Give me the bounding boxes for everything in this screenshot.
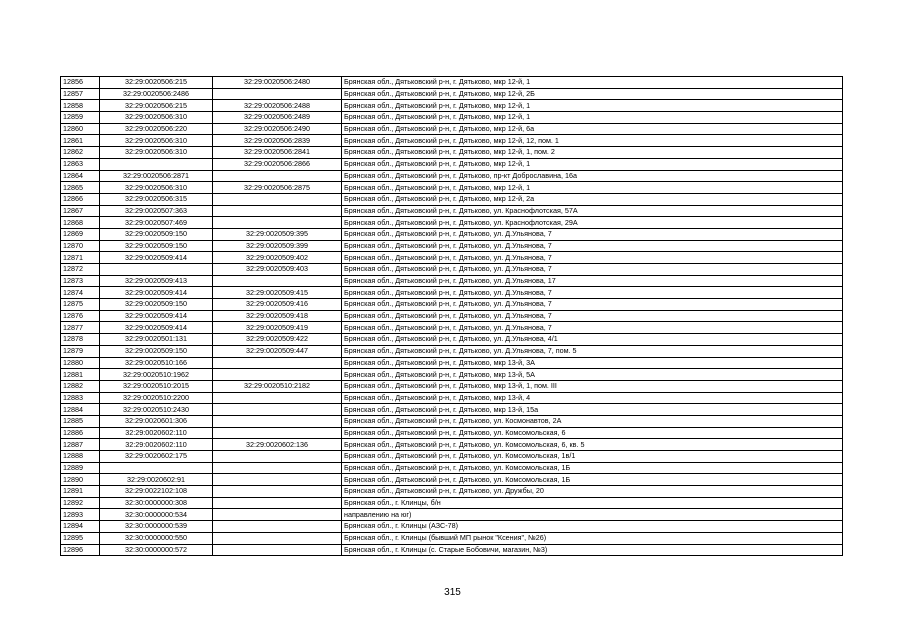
table-row: [61, 228, 843, 240]
object-cadastral-number-cell: 32:29:0020506:2866: [213, 158, 342, 170]
address-cell: Брянская обл., Дятьковский р-н, г. Дятьково, мкр 12-й, 2Б: [342, 88, 843, 100]
row-number-cell: 12880: [61, 357, 100, 369]
table-row: [61, 123, 843, 135]
address-cell: Брянская обл., Дятьковский р-н, г. Дятьково, пр-кт Доброславина, 16а: [342, 170, 843, 182]
address-cell: Брянская обл., г. Клинцы (бывший МП рынок "Ксения", №26): [342, 532, 843, 544]
object-cadastral-number-cell: 32:29:0020509:402: [213, 252, 342, 264]
cadastral-number-cell: 32:29:0020601:306: [100, 415, 213, 427]
object-cadastral-number-cell: [213, 404, 342, 416]
cadastral-number-cell: 32:29:0020509:414: [100, 310, 213, 322]
table-row: [61, 392, 843, 404]
address-cell: Брянская обл., Дятьковский р-н, г. Дятьково, ул. Комсомольская, 1Б: [342, 474, 843, 486]
address-cell: Брянская обл., Дятьковский р-н, г. Дятьково, мкр 13-й, 4: [342, 392, 843, 404]
cadastral-number-cell: 32:29:0020501:131: [100, 334, 213, 346]
row-number-cell: 12875: [61, 299, 100, 311]
table-row: [61, 112, 843, 124]
row-number-cell: 12895: [61, 532, 100, 544]
table-row: [61, 205, 843, 217]
row-number-cell: 12878: [61, 334, 100, 346]
object-cadastral-number-cell: [213, 532, 342, 544]
address-cell: Брянская обл., г. Клинцы, б/н: [342, 497, 843, 509]
row-number-cell: 12888: [61, 451, 100, 463]
object-cadastral-number-cell: 32:29:0020506:2841: [213, 147, 342, 159]
cadastral-number-cell: 32:29:0020506:2871: [100, 170, 213, 182]
object-cadastral-number-cell: [213, 392, 342, 404]
object-cadastral-number-cell: 32:29:0020506:2480: [213, 77, 342, 89]
table-row: [61, 182, 843, 194]
object-cadastral-number-cell: 32:29:0020509:419: [213, 322, 342, 334]
object-cadastral-number-cell: 32:29:0020506:2839: [213, 135, 342, 147]
row-number-cell: 12866: [61, 193, 100, 205]
cadastral-number-cell: 32:29:0020510:1962: [100, 369, 213, 381]
object-cadastral-number-cell: [213, 415, 342, 427]
row-number-cell: 12881: [61, 369, 100, 381]
address-cell: Брянская обл., Дятьковский р-н, г. Дятьково, ул. Комсомольская, 6, кв. 5: [342, 439, 843, 451]
table-row: [61, 451, 843, 463]
row-number-cell: 12861: [61, 135, 100, 147]
table-row: [61, 310, 843, 322]
row-number-cell: 12858: [61, 100, 100, 112]
table-row: [61, 100, 843, 112]
table-row: [61, 380, 843, 392]
address-cell: Брянская обл., Дятьковский р-н, г. Дятьково, ул. Комсомольская, 1Б: [342, 462, 843, 474]
object-cadastral-number-cell: 32:29:0020509:447: [213, 345, 342, 357]
table-row: [61, 439, 843, 451]
object-cadastral-number-cell: 32:29:0020602:136: [213, 439, 342, 451]
table-row: [61, 462, 843, 474]
row-number-cell: 12879: [61, 345, 100, 357]
row-number-cell: 12896: [61, 544, 100, 556]
address-cell: Брянская обл., Дятьковский р-н, г. Дятьково, ул. Д.Ульянова, 7: [342, 252, 843, 264]
object-cadastral-number-cell: 32:29:0020506:2488: [213, 100, 342, 112]
row-number-cell: 12869: [61, 228, 100, 240]
table-row: [61, 158, 843, 170]
address-cell: Брянская обл., Дятьковский р-н, г. Дятьково, ул. Д.Ульянова, 4/1: [342, 334, 843, 346]
table-row: [61, 252, 843, 264]
object-cadastral-number-cell: [213, 88, 342, 100]
address-cell: Брянская обл., Дятьковский р-н, г. Дятьково, ул. Космонавтов, 2А: [342, 415, 843, 427]
address-cell: Брянская обл., Дятьковский р-н, г. Дятьково, мкр 13-й, 5А: [342, 369, 843, 381]
address-cell: Брянская обл., Дятьковский р-н, г. Дятьково, ул. Краснофлотская, 29А: [342, 217, 843, 229]
address-cell: направлению на юг): [342, 509, 843, 521]
object-cadastral-number-cell: [213, 357, 342, 369]
cadastral-number-cell: 32:29:0020509:150: [100, 345, 213, 357]
row-number-cell: 12891: [61, 486, 100, 498]
object-cadastral-number-cell: [213, 486, 342, 498]
cadastral-number-cell: 32:29:0020509:150: [100, 240, 213, 252]
cadastral-number-cell: 32:29:0020602:110: [100, 427, 213, 439]
row-number-cell: 12863: [61, 158, 100, 170]
object-cadastral-number-cell: 32:29:0020506:2490: [213, 123, 342, 135]
cadastral-number-cell: 32:30:0000000:308: [100, 497, 213, 509]
row-number-cell: 12877: [61, 322, 100, 334]
row-number-cell: 12890: [61, 474, 100, 486]
table-row: [61, 415, 843, 427]
cadastral-number-cell: 32:29:0020510:2430: [100, 404, 213, 416]
address-cell: Брянская обл., Дятьковский р-н, г. Дятьково, мкр 12-й, 1: [342, 182, 843, 194]
row-number-cell: 12870: [61, 240, 100, 252]
cadastral-number-cell: 32:29:0020510:2200: [100, 392, 213, 404]
cadastral-number-cell: 32:29:0020507:469: [100, 217, 213, 229]
object-cadastral-number-cell: 32:29:0020506:2489: [213, 112, 342, 124]
address-cell: Брянская обл., Дятьковский р-н, г. Дятьково, ул. Д.Ульянова, 7: [342, 310, 843, 322]
row-number-cell: 12883: [61, 392, 100, 404]
table-row: [61, 497, 843, 509]
cadastral-number-cell: 32:29:0020506:220: [100, 123, 213, 135]
cadastral-number-cell: 32:29:0020506:310: [100, 112, 213, 124]
object-cadastral-number-cell: 32:29:0020506:2875: [213, 182, 342, 194]
address-cell: Брянская обл., Дятьковский р-н, г. Дятьково, мкр 12-й, 12, пом. 1: [342, 135, 843, 147]
object-cadastral-number-cell: [213, 275, 342, 287]
table-row: [61, 77, 843, 89]
table-row: [61, 521, 843, 533]
address-cell: Брянская обл., Дятьковский р-н, г. Дятьково, мкр 12-й, 2а: [342, 193, 843, 205]
cadastral-number-cell: 32:29:0020506:215: [100, 77, 213, 89]
cadastral-number-cell: 32:29:0020510:2015: [100, 380, 213, 392]
address-cell: Брянская обл., Дятьковский р-н, г. Дятьково, ул. Д.Ульянова, 7: [342, 322, 843, 334]
cadastral-number-cell: 32:29:0020510:166: [100, 357, 213, 369]
object-cadastral-number-cell: [213, 170, 342, 182]
cadastral-number-cell: 32:29:0020506:315: [100, 193, 213, 205]
row-number-cell: 12893: [61, 509, 100, 521]
table-row: [61, 486, 843, 498]
object-cadastral-number-cell: [213, 451, 342, 463]
row-number-cell: 12885: [61, 415, 100, 427]
row-number-cell: 12856: [61, 77, 100, 89]
object-cadastral-number-cell: 32:29:0020509:395: [213, 228, 342, 240]
cadastral-number-cell: 32:29:0020506:310: [100, 182, 213, 194]
row-number-cell: 12892: [61, 497, 100, 509]
row-number-cell: 12860: [61, 123, 100, 135]
table-row: [61, 275, 843, 287]
row-number-cell: 12873: [61, 275, 100, 287]
object-cadastral-number-cell: [213, 427, 342, 439]
cadastral-number-cell: 32:29:0020509:414: [100, 322, 213, 334]
address-cell: Брянская обл., Дятьковский р-н, г. Дятьково, мкр 12-й, 6а: [342, 123, 843, 135]
table-row: [61, 287, 843, 299]
table-row: [61, 404, 843, 416]
table-row: [61, 345, 843, 357]
address-cell: Брянская обл., Дятьковский р-н, г. Дятьково, ул. Краснофлотская, 57А: [342, 205, 843, 217]
table-row: [61, 299, 843, 311]
table-row: [61, 240, 843, 252]
table-row: [61, 217, 843, 229]
object-cadastral-number-cell: 32:29:0020509:403: [213, 264, 342, 276]
cadastral-number-cell: 32:29:0020602:91: [100, 474, 213, 486]
cadastral-number-cell: 32:29:0020506:310: [100, 135, 213, 147]
address-cell: Брянская обл., Дятьковский р-н, г. Дятьково, ул. Д.Ульянова, 7: [342, 228, 843, 240]
table-row: [61, 369, 843, 381]
table-row: [61, 170, 843, 182]
address-cell: Брянская обл., Дятьковский р-н, г. Дятьково, мкр 12-й, 1: [342, 158, 843, 170]
table-row: [61, 357, 843, 369]
table-row: [61, 135, 843, 147]
row-number-cell: 12859: [61, 112, 100, 124]
cadastral-number-cell: 32:29:0020602:175: [100, 451, 213, 463]
table-row: [61, 334, 843, 346]
row-number-cell: 12876: [61, 310, 100, 322]
object-cadastral-number-cell: [213, 193, 342, 205]
address-cell: Брянская обл., Дятьковский р-н, г. Дятьково, ул. Д.Ульянова, 7: [342, 299, 843, 311]
row-number-cell: 12857: [61, 88, 100, 100]
address-cell: Брянская обл., Дятьковский р-н, г. Дятьково, ул. Комсомольская, 6: [342, 427, 843, 439]
cadastral-number-cell: [100, 158, 213, 170]
cadastral-number-cell: [100, 264, 213, 276]
address-cell: Брянская обл., Дятьковский р-н, г. Дятьково, мкр 12-й, 1: [342, 77, 843, 89]
object-cadastral-number-cell: 32:29:0020509:422: [213, 334, 342, 346]
row-number-cell: 12882: [61, 380, 100, 392]
cadastral-number-cell: 32:30:0000000:572: [100, 544, 213, 556]
row-number-cell: 12862: [61, 147, 100, 159]
object-cadastral-number-cell: [213, 369, 342, 381]
cadastral-number-cell: 32:29:0020506:310: [100, 147, 213, 159]
row-number-cell: 12874: [61, 287, 100, 299]
address-cell: Брянская обл., Дятьковский р-н, г. Дятьково, ул. Д.Ульянова, 7, пом. 5: [342, 345, 843, 357]
row-number-cell: 12867: [61, 205, 100, 217]
address-cell: Брянская обл., Дятьковский р-н, г. Дятьково, мкр 12-й, 1: [342, 100, 843, 112]
row-number-cell: 12894: [61, 521, 100, 533]
table-row: [61, 193, 843, 205]
table-row: [61, 509, 843, 521]
cadastral-number-cell: 32:29:0020506:2486: [100, 88, 213, 100]
cadastral-table: [60, 76, 843, 556]
address-cell: Брянская обл., Дятьковский р-н, г. Дятьково, мкр 12-й, 1: [342, 112, 843, 124]
object-cadastral-number-cell: [213, 205, 342, 217]
cadastral-number-cell: 32:30:0000000:534: [100, 509, 213, 521]
cadastral-number-cell: [100, 462, 213, 474]
cadastral-number-cell: 32:29:0020509:150: [100, 228, 213, 240]
cadastral-number-cell: 32:29:0020509:414: [100, 252, 213, 264]
object-cadastral-number-cell: 32:29:0020509:399: [213, 240, 342, 252]
cadastral-number-cell: 32:29:0020507:363: [100, 205, 213, 217]
row-number-cell: 12865: [61, 182, 100, 194]
cadastral-number-cell: 32:30:0000000:550: [100, 532, 213, 544]
row-number-cell: 12884: [61, 404, 100, 416]
row-number-cell: 12887: [61, 439, 100, 451]
row-number-cell: 12872: [61, 264, 100, 276]
address-cell: Брянская обл., г. Клинцы (АЗС-78): [342, 521, 843, 533]
table-row: [61, 544, 843, 556]
address-cell: Брянская обл., Дятьковский р-н, г. Дятьково, ул. Д.Ульянова, 7: [342, 287, 843, 299]
object-cadastral-number-cell: [213, 544, 342, 556]
table-row: [61, 264, 843, 276]
row-number-cell: 12868: [61, 217, 100, 229]
object-cadastral-number-cell: 32:29:0020509:416: [213, 299, 342, 311]
table-row: [61, 532, 843, 544]
cadastral-number-cell: 32:29:0020509:414: [100, 287, 213, 299]
object-cadastral-number-cell: 32:29:0020510:2182: [213, 380, 342, 392]
address-cell: Брянская обл., г. Клинцы (с. Старые Бобовичи, магазин, №3): [342, 544, 843, 556]
object-cadastral-number-cell: [213, 474, 342, 486]
address-cell: Брянская обл., Дятьковский р-н, г. Дятьково, ул. Д.Ульянова, 7: [342, 264, 843, 276]
cadastral-number-cell: 32:29:0020602:110: [100, 439, 213, 451]
object-cadastral-number-cell: [213, 462, 342, 474]
address-cell: Брянская обл., Дятьковский р-н, г. Дятьково, ул. Д.Ульянова, 17: [342, 275, 843, 287]
row-number-cell: 12889: [61, 462, 100, 474]
cadastral-number-cell: 32:29:0020509:413: [100, 275, 213, 287]
table-row: [61, 427, 843, 439]
row-number-cell: 12886: [61, 427, 100, 439]
address-cell: Брянская обл., Дятьковский р-н, г. Дятьково, ул. Комсомольская, 1в/1: [342, 451, 843, 463]
object-cadastral-number-cell: 32:29:0020509:418: [213, 310, 342, 322]
cadastral-table-body: [61, 77, 843, 556]
address-cell: Брянская обл., Дятьковский р-н, г. Дятьково, мкр 13-й, 15а: [342, 404, 843, 416]
object-cadastral-number-cell: 32:29:0020509:415: [213, 287, 342, 299]
object-cadastral-number-cell: [213, 497, 342, 509]
cadastral-number-cell: 32:29:0020509:150: [100, 299, 213, 311]
object-cadastral-number-cell: [213, 509, 342, 521]
address-cell: Брянская обл., Дятьковский р-н, г. Дятьково, ул. Д.Ульянова, 7: [342, 240, 843, 252]
address-cell: Брянская обл., Дятьковский р-н, г. Дятьково, мкр 13-й, 1, пом. III: [342, 380, 843, 392]
address-cell: Брянская обл., Дятьковский р-н, г. Дятьково, мкр 12-й, 1, пом. 2: [342, 147, 843, 159]
row-number-cell: 12871: [61, 252, 100, 264]
table-row: [61, 322, 843, 334]
table-row: [61, 147, 843, 159]
row-number-cell: 12864: [61, 170, 100, 182]
cadastral-number-cell: 32:30:0000000:539: [100, 521, 213, 533]
object-cadastral-number-cell: [213, 217, 342, 229]
page-number: 315: [444, 587, 461, 598]
object-cadastral-number-cell: [213, 521, 342, 533]
address-cell: Брянская обл., Дятьковский р-н, г. Дятьково, мкр 13-й, 3А: [342, 357, 843, 369]
cadastral-number-cell: 32:29:0020506:215: [100, 100, 213, 112]
address-cell: Брянская обл., Дятьковский р-н, г. Дятьково, ул. Дружбы, 20: [342, 486, 843, 498]
cadastral-number-cell: 32:29:0022102:108: [100, 486, 213, 498]
table-row: [61, 474, 843, 486]
table-row: [61, 88, 843, 100]
